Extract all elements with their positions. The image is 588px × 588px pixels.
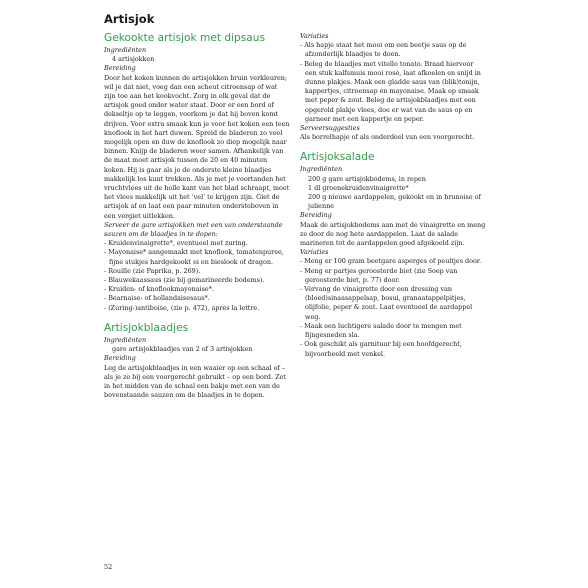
section-title-gekookte-artisjok: Gekookte artisjok met dipsaus [104,32,266,44]
section-title-artisjoksalade: Artisjoksalade [300,151,375,164]
ingredient-item: 1 dl groenekruidenvinaigrette* [308,183,409,192]
preparation-label: Bereiding [104,64,136,73]
preparation-text: Maak de artisjokbodems aan met de vinaigrette en meng ze door de nog hete aardappelen. Laat de salade marineren tot de aardappelen goed afgekoeld zijn. [300,220,486,248]
page-number: 52 [104,563,113,571]
preparation-text: Door het koken kunnen de artisjokken bruin verkleuren; wil je dat niet, voeg dan een scheut citroensap of wat zijn toe aan het kookvocht. Zorg in elk geval dat de artisjok goed onder water staat. Door er een bord of dekseltje op te leggen, voorkom je dat hij boven komt drijven. Voor extra smaak kun je voor het koken een teen knoflook in het hart duwen. Spreid de bladeren zo veel mogelijk open en duw de knoflook zo diep mogelijk naar binnen. Knijp de bladeren weer samen. Afhankelijk van de maat moet artisjok tussen de 20 en 40 minuten koken. Hij is gaar als je de onderste kleine blaadjes makkelijk los kunt trekken. Als je met je voortanden het vruchtvlees uit de holle kant van het blad schraapt, moet het vlees makkelijk uit het ‘vel’ te krijgen zijn. Giet de artisjok af en laat een paar minuten ondersteboven in een vergiet uitlekken. [104,73,290,220]
variations-label: Variaties [300,248,329,257]
ingredient-item: 200 g gare artisjokbodems, in repen [308,174,426,183]
variation-item: - Beleg de blaadjes met vitello tonato. Braad hiervoor een stuk kalfsmuis mooi rosé, laat afkoelen en snijd in dunne plakjes. Maak een gladde saus van (blik)tonijn, kappertjes, citroensap en mayonaise. Maak op smaak met peper & zout. Beleg de artisjokblaadjes met een opgerold plakje vlees, doe er wat van de saus op en garneer met een kappertje en peper. [300,59,481,123]
preparation-label: Bereiding [300,211,332,220]
serving-suggestions-text: Als borrelhapje of als onderdeel van een voorgerecht. [300,133,475,142]
sauce-item: - Kruidenvinaigrette*, eventueel met zuring. [104,239,248,248]
serving-suggestions-label: Serveersuggesties [300,124,360,133]
variation-item: - Maak een luchtigere salade door te mengen met fijngesneden sla. [300,321,462,340]
variation-item: - Meng er partjes geroosterde biet (zie Soep van geroosterde biet, p. 77) door. [300,266,458,284]
variation-item: - Ook geschikt als garnituur bij een hoofdgerecht, bijvoorbeeld met venkel. [300,340,462,358]
ingredient-item: 4 artisjokken [112,55,155,64]
right-column [300,32,486,359]
variation-item: - Vervang de vinaigrette door een dressing van (bloed)sinaasappelsap, bosui, granaatappelpitjes, olijfolie, peper & zout. Laat eventueel de aardappel weg. [300,285,473,321]
variation-item: - Meng er 100 gram beetgare asperges of peultjes door. [300,257,482,266]
left-column [104,32,290,400]
sauce-item: - (Zuring-)antiboise, (zie p. 472), après la lettre. [104,303,260,312]
sauce-item: - Blauwekaassaus (zie bij gemarineerde bodems). [104,276,265,285]
variations-label: Variaties [300,32,329,40]
sauce-item: - Rouille (zie Paprika, p. 269). [104,266,201,275]
ingredients-label: Ingrediënten [300,165,343,174]
ingredient-item: 200 g nieuwe aardappelen, gekookt en in brunoise of julienne [308,193,481,211]
serve-note: Serveer de gare artisjokken met een van onderstaande sauzen om de blaadjes in te dopen: [104,220,283,239]
page-heading: Artisjok [104,12,155,26]
preparation-label: Bereiding [104,354,136,363]
sauce-item: - Bearnaise- of hollandaisesaus*. [104,294,210,303]
section-title-artisjokblaadjes: Artisjokblaadjes [104,321,189,334]
variation-item: - Als hapje staat het mooi om een beetje saus op de afzonderlijk blaadjes te doen. [300,41,467,59]
ingredient-item: gare artisjokblaadjes van 2 of 3 artisjokken [112,345,253,354]
sauce-item: - Mayonaise* aangemaakt met knoflook, tomatenpuree, fijne stukjes hardgekookt ei en bieslook of dragon. [104,248,284,266]
sauce-item: - Kruiden- of knoflookmayonaise*. [104,285,214,294]
ingredients-label: Ingrediënten [104,335,147,344]
preparation-text: Leg de artisjokblaadjes in een waaier op een schaal of – als je ze bij een voorgerecht gebruikt – op een bord. Zet in het midden van de schaal een bakje met een van de bovenstaande sauzen om de blaadjes in te dopen. [104,363,286,400]
ingredients-label: Ingrediënten [104,46,147,54]
